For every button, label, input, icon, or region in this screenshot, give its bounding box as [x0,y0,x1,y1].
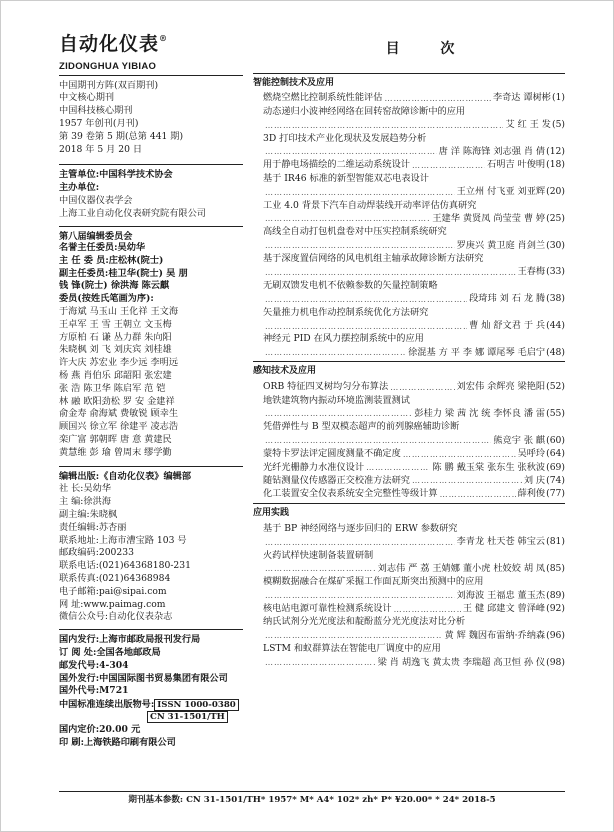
article-page: (77) [546,488,565,500]
editorial-line: 微信公众号:自动化仪表杂志 [59,611,173,623]
article-title: 凭借弹性与 B 型双模态超声的前列腺癌辅助诊断 [263,421,460,433]
toc-entry[interactable] [253,251,565,278]
toc-sections [253,78,565,669]
toc-entry[interactable] [253,278,565,305]
article-title: 3D 打印技术产业化现状及发展趋势分析 [263,132,427,144]
committee-line: 名誉主任委员:吴幼华 [59,242,146,254]
committee-list [59,242,243,460]
article-title: 燃烧空燃比控制系统性能评估 [263,92,383,104]
toc-entry[interactable] [253,198,565,225]
committee-line: 俞金寿 俞海斌 费敏锐 顾幸生 [59,408,179,420]
committee-line: 黄慧维 彭 瑜 曾周末 缪学勤 [59,446,172,458]
toc-entry[interactable] [253,486,565,499]
journal-logo: 自动化仪表® [59,33,169,55]
article-title: 矢量推力机电作动控制系统优化方法研究 [263,306,429,318]
article-title: 核电站电源可靠性检测系统设计 [263,603,392,615]
committee-line: 方原柏 石 谦 丛力群 朱向阳 [59,331,172,343]
toc-entry[interactable] [253,131,565,158]
article-authors: 薛利俊 [517,488,546,500]
committee-line: 于海斌 马玉山 王化祥 王文海 [59,306,179,318]
editorial-line: 社 长:吴幼华 [59,483,111,495]
article-title: 工业 4.0 背景下汽车自动焊装线开动率评估仿真研究 [263,199,477,211]
article-page: (64) [546,448,565,460]
toc-entry[interactable] [253,171,565,198]
toc-entry[interactable] [253,601,565,614]
toc-entry[interactable] [253,615,565,642]
toc-section-title: 智能控制技术及应用 [253,77,335,88]
toc-entry[interactable] [253,574,565,601]
article-title: 基于深度置信网络的风电机组主轴承故障诊断方法研究 [263,253,484,265]
article-authors: 艾 红 王 发 [505,119,551,131]
toc-entry[interactable] [253,521,565,548]
editorial-line: 网 址:www.paimag.com [59,598,166,610]
committee-line: 许大庆 苏宏业 李少远 李明远 [59,357,179,369]
toc-title: 目 次 [385,41,473,57]
distribution-info [59,634,243,698]
article-page: (74) [546,474,565,486]
editorial-line: 副主编:朱晓枫 [59,509,118,521]
article-authors: 徐混基 方 平 李 娜 谭尾琴 毛启宁 [408,346,546,358]
article-page: (18) [546,159,565,171]
committee-line: 王卓军 王 雪 王朝立 文玉梅 [59,318,172,330]
article-title: 随钻测量仪传感器正交校准方法研究 [263,474,410,486]
sponsor-line: 上海工业自动化仪表研究院有限公司 [59,207,206,219]
article-title: 高线全自动打包机盘卷对中压实控制系统研究 [263,226,447,238]
article-authors: 王建华 黄贤凤 尚莹莹 曹 婷 [432,212,546,224]
toc-entry[interactable] [253,419,565,446]
journal-info-line: 2018 年 5 月 20 日 [59,143,143,155]
toc-entry[interactable] [253,393,565,420]
editorial-line: 主 编:徐洪海 [59,496,111,508]
article-page: (48) [546,346,565,358]
journal-info-line: 中国期刊方阵(双百期刊) [59,79,159,91]
committee-line: 朱晓枫 刘 飞 刘庆宾 刘桂雄 [59,344,172,356]
article-page: (12) [546,145,565,157]
article-authors: 刘 庆 [523,474,546,486]
journal-info-line: 中文核心期刊 [59,92,115,104]
committee-line: 委员(按姓氏笔画为序): [59,293,154,305]
article-page: (69) [546,461,565,473]
article-authors: 李奇达 谭树彬 [492,92,551,104]
toc-entry[interactable] [253,224,565,251]
article-authors: 彭桂力 梁 茜 沈 统 李怀良 潘 雷 [414,407,546,419]
article-authors: 熊竞宇 张 麒 [493,434,546,446]
article-title: 地铁建筑物内振动环境监测装置测试 [263,394,410,406]
sponsor-info [59,169,243,220]
article-page: (5) [551,119,565,131]
committee-line: 顾国兴 徐立军 徐建平 凌志浩 [59,421,179,433]
article-authors: 陈 鹏 戴玉棠 张东生 张秋波 [432,461,546,473]
distribution-line: 国内发行:上海市邮政局报刊发行局 [59,634,201,646]
toc-entry[interactable] [253,332,565,359]
editorial-info [59,471,243,625]
article-page: (89) [546,589,565,601]
article-page: (44) [546,320,565,332]
article-authors: 王立州 付飞亚 刘亚辉 [456,186,546,198]
article-authors: 罗庚兴 黄卫庭 肖剑兰 [456,239,546,251]
article-page: (52) [546,381,565,393]
toc-entry[interactable] [253,548,565,575]
editorial-line: 编辑出版:《自动化仪表》编辑部 [59,470,192,482]
table-of-contents [253,33,565,668]
journal-parameters: 期刊基本参数: CN 31-1501/TH* 1957* M* A4* 102* zh* P* ¥20.00* * 24* 2018-5 [59,791,565,806]
article-title: 蒙特卡罗法评定圆度测量不确定度 [263,448,401,460]
committee-line: 栾广富 郭朝晖 唐 意 黄建民 [59,434,172,446]
committee-title: 第八届编辑委员会 [59,230,133,242]
issn-box: ISSN 1000-0380 [154,699,239,711]
journal-pinyin: ZIDONGHUA YIBIAO [59,60,157,72]
editorial-line: 责任编辑:苏杏丽 [59,521,127,533]
article-page: (81) [546,536,565,548]
article-page: (30) [546,239,565,251]
editorial-line: 联系传真:(021)64368984 [59,573,171,585]
article-authors: 李青龙 杜天苍 韩宝云 [456,536,546,548]
article-page: (25) [546,212,565,224]
article-title: 模糊数据融合在煤矿采掘工作面瓦斯突出预测中的应用 [263,576,484,588]
article-page: (92) [546,603,565,615]
article-authors: 刘海波 王福忠 董玉杰 [456,589,546,601]
article-authors: 王 健 邱建文 曾泽峰 [462,603,546,615]
toc-entry[interactable] [253,641,565,668]
article-title: 基于 BP 神经网络与逐步回归的 ERW 参数研究 [263,522,458,534]
article-authors: 段琦玮 刘 石 龙 腾 [469,293,546,305]
toc-section-title: 应用实践 [253,507,290,518]
serial-number: 中国标准连续出版物号: ISSN 1000-0380 [59,699,243,711]
printer: 印 刷:上海铁路印刷有限公司 [59,736,176,748]
toc-entry[interactable] [253,379,565,392]
toc-entry[interactable] [253,446,565,459]
committee-line: 张 浩 陈卫华 陈启军 范 铠 [59,382,166,394]
journal-info [59,80,243,157]
toc-entry[interactable] [253,473,565,486]
sponsor-line: 主管单位:中国科学技术协会 [59,169,173,181]
committee-line: 副主任委员:桂卫华(院士) 吴 朋 [59,267,188,279]
sponsor-line: 主办单位: [59,182,100,194]
price: 国内定价:20.00 元 [59,723,141,735]
article-title: 神经元 PID 在风力摆控制系统中的应用 [263,333,424,345]
article-title: 动态递归小波神经网络在回转窑故障诊断中的应用 [263,105,466,117]
article-title: 纳氏试剂分光光度法和靛酚蓝分光光度法对比分析 [263,616,466,628]
article-title: 无刷双馈发电机不依赖参数的矢量控制策略 [263,279,438,291]
article-page: (1) [551,92,565,104]
editorial-line: 电子邮箱:pai@sipai.com [59,585,167,597]
article-page: (20) [546,186,565,198]
article-title: 化工装置安全仪表系统安全完整性等级计算 [263,488,438,500]
editorial-line: 联系电话:(021)64368180-231 [59,560,191,572]
article-page: (55) [546,407,565,419]
article-authors: 刘宏伟 余辉亮 梁艳阳 [456,381,546,393]
article-authors: 石明吉 叶俊明 [487,159,546,171]
journal-info-line: 第 39 卷第 5 期(总第 441 期) [59,130,184,142]
committee-line: 主 任 委 员:庄松林(院士) [59,254,164,266]
distribution-line: 国外代号:M721 [59,685,129,697]
toc-entry[interactable] [253,104,565,131]
article-title: 基于 IR46 标准的新型智能双芯电表设计 [263,172,429,184]
article-title: 用于静电场描绘的二维运动系统设计 [263,159,410,171]
article-title: 火药试样快速制备装置研制 [263,549,374,561]
article-page: (98) [546,656,565,668]
committee-line: 林 融 欧阳劲松 罗 安 金建祥 [59,395,175,407]
toc-entry[interactable] [253,460,565,473]
sponsor-line: 中国仪器仪表学会 [59,195,133,206]
journal-info-line: 1957 年创刊(月刊) [59,118,139,130]
article-authors: 王春梅 [517,266,546,278]
journal-info-line: 中国科技核心期刊 [59,105,133,117]
toc-section-title: 感知技术及应用 [253,366,317,377]
distribution-line: 国外发行:中国国际图书贸易集团有限公司 [59,672,228,684]
toc-entry[interactable] [253,91,565,104]
article-page: (85) [546,562,565,574]
article-authors: 吴呼玲 [517,448,546,460]
committee-line: 杨 燕 肖伯乐 邱韶阳 张宏建 [59,370,172,382]
article-authors: 刘志伟 严 荔 王婧娜 董小虎 杜姣姣 胡 凤 [377,562,546,574]
article-page: (96) [546,629,565,641]
masthead-column [59,33,243,749]
article-authors: 曹 灿 舒文君 于 兵 [469,320,546,332]
cn-number: CN 31-1501/TH [59,711,243,724]
toc-entry[interactable] [253,305,565,332]
article-page: (38) [546,293,565,305]
article-page: (33) [546,266,565,278]
distribution-line: 邮发代号:4-304 [59,659,129,671]
editorial-line: 联系地址:上海市漕宝路 103 号 [59,534,187,546]
committee-line: 钱 锋(院士) 徐洪海 陈云麒 [59,280,170,292]
article-page: (60) [546,434,565,446]
editorial-line: 邮政编码:200233 [59,547,134,559]
article-authors: 梁 肖 胡逸飞 黄太贵 李瑞超 高卫恒 孙 仪 [377,656,546,668]
article-authors: 唐 洋 陈海锋 刘志强 肖 倩 [438,145,546,157]
article-title: ORB 特征四叉树均匀分布算法 [263,381,389,393]
article-title: LSTM 和蚁群算法在智能电厂调度中的应用 [263,643,441,655]
toc-entry[interactable] [253,157,565,170]
article-title: 光纤光栅静力水准仪设计 [263,461,365,473]
distribution-line: 订 阅 处:全国各地邮政局 [59,647,161,658]
article-authors: 黄 辉 魏因布雷纳·乔纳森 [444,629,546,641]
